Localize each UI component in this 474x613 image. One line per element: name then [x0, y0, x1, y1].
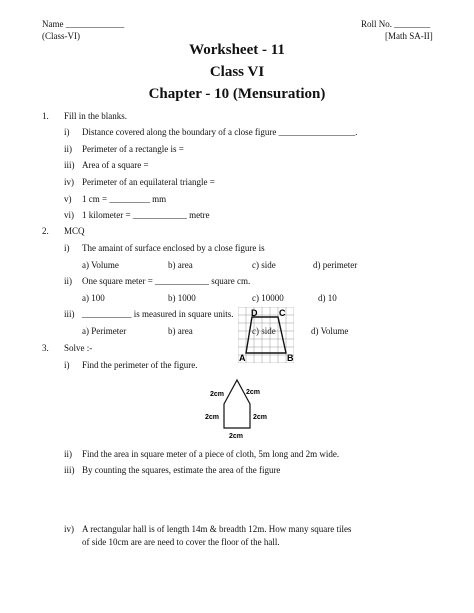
q1-item-text: 1 kilometer = ____________ metre [82, 210, 210, 220]
roll-number-label: Roll No. ________ [361, 19, 431, 29]
mcq-option: d) 10 [318, 293, 337, 303]
q3-item-text: A rectangular hall is of length 14m & breadth 12m. How many square tiles [82, 524, 352, 534]
vertex-label-b: B [287, 353, 294, 363]
pentagon-figure [200, 378, 270, 442]
subject-label: [Math SA-II] [385, 31, 433, 41]
q3-item-number: iv) [64, 524, 74, 534]
mcq-option: d) perimeter [313, 260, 358, 270]
vertex-label-a: A [239, 353, 246, 363]
question-1-title: Fill in the blanks. [64, 111, 127, 121]
q1-item-text: 1 cm = _________ mm [82, 194, 167, 204]
side-label: 2cm [229, 433, 244, 440]
mcq-option: c) side [252, 260, 276, 270]
mcq-option: c) side [252, 326, 276, 336]
q3-item-number: i) [64, 360, 70, 370]
pentagon-shape [224, 380, 250, 428]
q3-item-text: By counting the squares, estimate the area of the figure [82, 465, 281, 475]
q1-item-text: Perimeter of a rectangle is = [82, 144, 184, 154]
q1-item-text: Distance covered along the boundary of a close figure _________________. [82, 127, 358, 137]
q3-item-number: ii) [64, 449, 72, 459]
question-2-title: MCQ [64, 226, 85, 236]
square-grid-figure [238, 307, 294, 363]
class-title: Class VI [209, 64, 265, 80]
worksheet-title: Worksheet - 11 [189, 42, 285, 58]
mcq-option: b) 1000 [168, 293, 196, 303]
q1-item-text: Area of a square = [82, 160, 149, 170]
mcq-option: c) 10000 [252, 293, 284, 303]
q3-item-number: iii) [64, 465, 75, 475]
question-1-number: 1. [42, 111, 49, 121]
mcq-option: a) Perimeter [82, 326, 127, 336]
q2-item-text: One square meter = ____________ square cm. [82, 276, 251, 286]
vertex-label-d: D [251, 308, 258, 318]
side-label: 2cm [253, 414, 268, 421]
q1-item-number: vi) [64, 210, 74, 220]
q2-item-text: The amaint of surface enclosed by a close figure is [82, 243, 265, 253]
q1-item-number: iii) [64, 160, 75, 170]
q3-item-text-continued: of side 10cm are are need to cover the floor of the hall. [82, 537, 280, 547]
q2-item-number: ii) [64, 276, 72, 286]
mcq-option: d) Volume [311, 326, 349, 336]
side-label: 2cm [246, 389, 261, 396]
mcq-option: b) area [168, 260, 193, 270]
question-2-number: 2. [42, 226, 49, 236]
question-3-number: 3. [42, 343, 49, 353]
q1-item-text: Perimeter of an equilateral triangle = [82, 177, 215, 187]
name-field-label: Name _____________ [42, 19, 125, 29]
q1-item-number: v) [64, 194, 72, 204]
q1-item-number: iv) [64, 177, 74, 187]
q1-item-number: ii) [64, 144, 72, 154]
mcq-option: b) area [168, 326, 193, 336]
q3-item-text: Find the perimeter of the figure. [82, 360, 198, 370]
mcq-option: a) Volume [82, 260, 119, 270]
class-label: (Class-VI) [42, 31, 80, 41]
q2-item-number: i) [64, 243, 70, 253]
side-label: 2cm [210, 391, 225, 398]
mcq-option: a) 100 [82, 293, 105, 303]
q3-item-text: Find the area in square meter of a piece of cloth, 5m long and 2m wide. [82, 449, 340, 459]
q1-item-number: i) [64, 127, 70, 137]
trapezium-shape [246, 317, 286, 353]
vertex-label-c: C [279, 308, 286, 318]
chapter-title: Chapter - 10 (Mensuration) [148, 86, 326, 102]
q2-item-text: ___________ is measured in square units. [82, 309, 234, 319]
question-3-title: Solve :- [64, 343, 93, 353]
side-label: 2cm [205, 414, 220, 421]
q2-item-number: iii) [64, 309, 75, 319]
